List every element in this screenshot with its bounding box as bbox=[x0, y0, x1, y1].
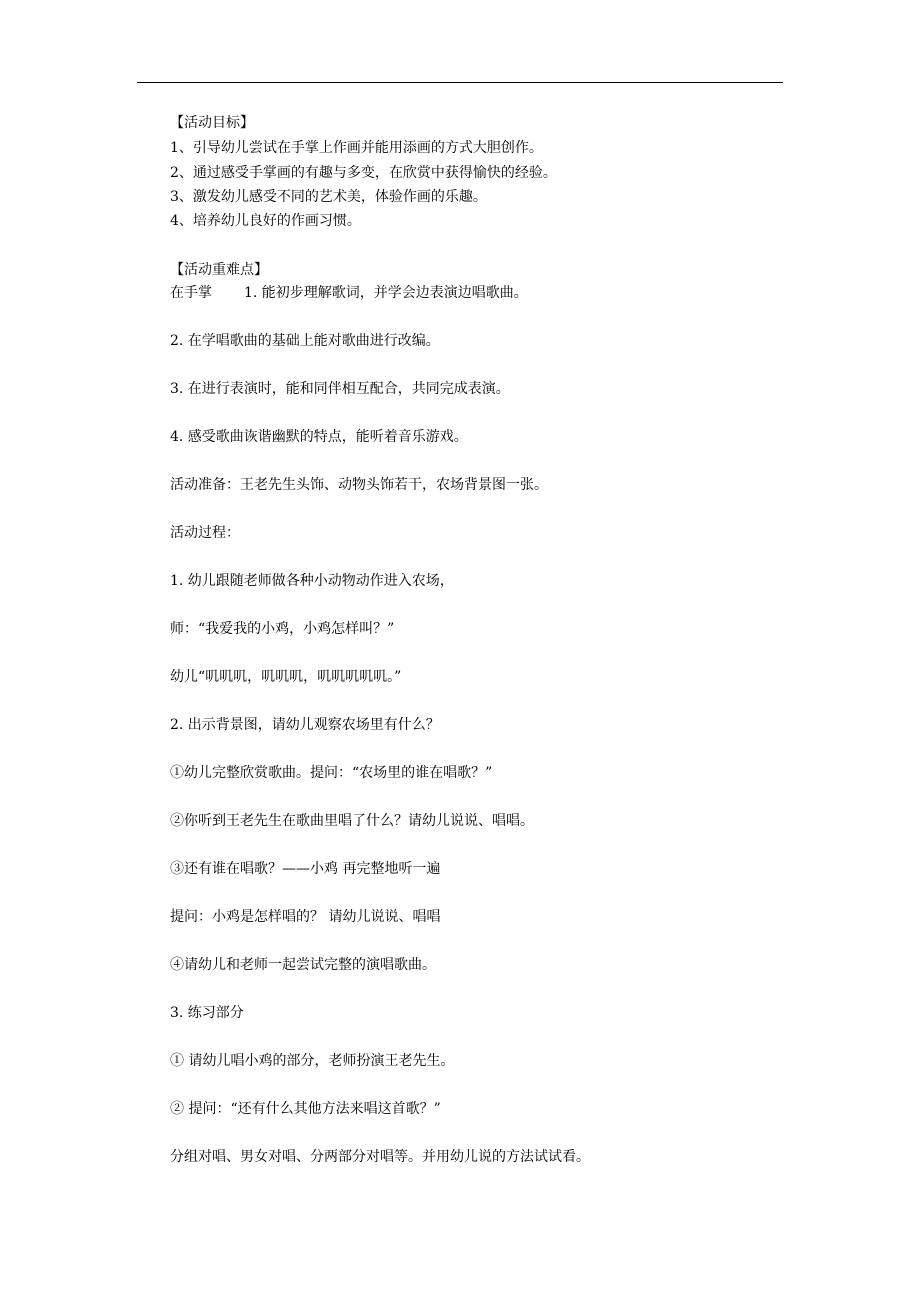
key-point-item-3: 3. 在进行表演时，能和同伴相互配合，共同完成表演。 bbox=[170, 381, 510, 397]
process-line-4: 2. 出示背景图，请幼儿观察农场里有什么？ bbox=[170, 717, 440, 733]
header-rule bbox=[137, 82, 783, 83]
key-points-heading: 【活动重难点】 bbox=[170, 262, 268, 278]
goal-item-1: 1、引导幼儿尝试在手掌上作画并能用添画的方式大胆创作。 bbox=[170, 140, 543, 156]
process-line-7: ③还有谁在唱歌？——小鸡 再完整地听一遍 bbox=[170, 861, 441, 877]
goal-item-4: 4、培养幼儿良好的作画习惯。 bbox=[170, 213, 361, 229]
process-line-8: 提问：小鸡是怎样唱的？ 请幼儿说说、唱唱 bbox=[170, 909, 441, 925]
process-line-9: ④请幼儿和老师一起尝试完整的演唱歌曲。 bbox=[170, 957, 436, 973]
process-line-12: ② 提问：“还有什么其他方法来唱这首歌？” bbox=[170, 1101, 441, 1117]
key-point-item-2: 2. 在学唱歌曲的基础上能对歌曲进行改编。 bbox=[170, 333, 440, 349]
process-line-5: ①幼儿完整欣赏歌曲。提问：“农场里的谁在唱歌？” bbox=[170, 765, 493, 781]
preparation-text: 活动准备：王老先生头饰、动物头饰若干，农场背景图一张。 bbox=[170, 477, 548, 493]
process-line-2: 师：“我爱我的小鸡，小鸡怎样叫？” bbox=[170, 621, 395, 637]
process-line-1: 1. 幼儿跟随老师做各种小动物动作进入农场， bbox=[170, 573, 454, 589]
goal-item-3: 3、激发幼儿感受不同的艺术美，体验作画的乐趣。 bbox=[170, 189, 487, 205]
process-heading: 活动过程： bbox=[170, 525, 240, 541]
key-point-text-1: 1. 能初步理解歌词，并学会边表演边唱歌曲。 bbox=[244, 285, 528, 301]
process-line-11: ① 请幼儿唱小鸡的部分，老师扮演王老先生。 bbox=[170, 1053, 455, 1069]
process-line-10: 3. 练习部分 bbox=[170, 1005, 244, 1021]
process-line-13: 分组对唱、男女对唱、分两部分对唱等。并用幼儿说的方法试试看。 bbox=[170, 1149, 590, 1165]
key-point-item-1 bbox=[170, 284, 528, 302]
goals-heading: 【活动目标】 bbox=[170, 115, 254, 131]
key-point-prefix: 在手掌 bbox=[170, 285, 212, 301]
goal-item-2: 2、通过感受手掌画的有趣与多变，在欣赏中获得愉快的经验。 bbox=[170, 165, 557, 181]
process-line-3: 幼儿“叽叽叽，叽叽叽，叽叽叽叽叽。” bbox=[170, 669, 402, 685]
key-point-item-4: 4. 感受歌曲诙谐幽默的特点，能听着音乐游戏。 bbox=[170, 429, 468, 445]
process-line-6: ②你听到王老先生在歌曲里唱了什么？请幼儿说说、唱唱。 bbox=[170, 813, 534, 829]
